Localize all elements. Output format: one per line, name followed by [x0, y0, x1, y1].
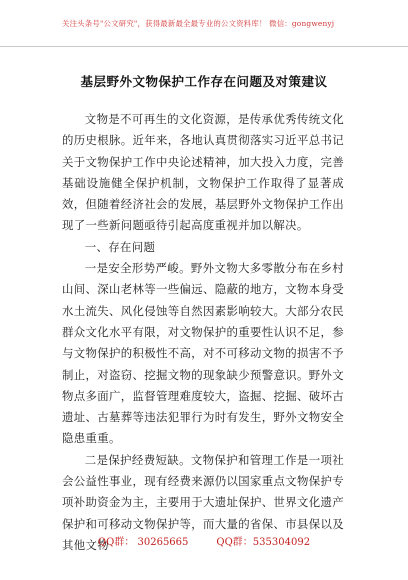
paragraph-safety: 一是安全形势严峻。野外文物大多零散分布在乡村山间、深山老林等一些偏远、隐蔽的地方，文物本身受水土流失、风化侵蚀等自然因素影响较大。大部分农民群众文化水平有限，对文物保护的重要性认识不足，参与文物保护的积极性不高，对不可移动文物的损害不予制止，对盗窃、挖掘文物的现象缺少预警意识。野外文物点多面广，监督管理难度较大，盗掘、挖掘、破坏古遗址、古墓葬等违法犯罪行为时有发生，野外文物安全隐患重重。	[62, 261, 344, 446]
paragraph-funding: 二是保护经费短缺。文物保护和管理工作是一项社会公益性事业，现有经费来源仍以国家重点文物保护专项补助资金为主，主要用于大遗址保护、世界文化遗产保护和可移动文物保护等，而大量的省保、市县保以及其他文物	[62, 452, 344, 552]
section-heading: 一、存在问题	[84, 239, 156, 254]
paragraph-intro: 文物是不可再生的文化资源，是传承优秀传统文化的历史根脉。近年来，各地认真贯彻落实习近平总书记关于文物保护工作中央论述精神，加大投入力度，完善基础设施健全保护机制，文物保护工作取得了显著成效，但随着经济社会的发展，基层野外文物保护工作出现了一些新问题亟待引起高度重视并加以解决。	[62, 112, 344, 233]
page-footer	[0, 533, 408, 548]
document-title: 基层野外文物保护工作存在问题及对策建议	[80, 74, 328, 89]
footer-qq-group-2: QQ群：535304092	[216, 537, 311, 548]
header-promo-text: 关注头条号"公文研究"，获得最新最全最专业的公文资料库！ 微信：gongwenyj	[62, 19, 335, 28]
header-divider	[0, 46, 408, 47]
page-header	[0, 0, 408, 62]
footer-qq-group-1: QQ群： 30265665	[97, 537, 189, 548]
document-body	[62, 109, 344, 556]
